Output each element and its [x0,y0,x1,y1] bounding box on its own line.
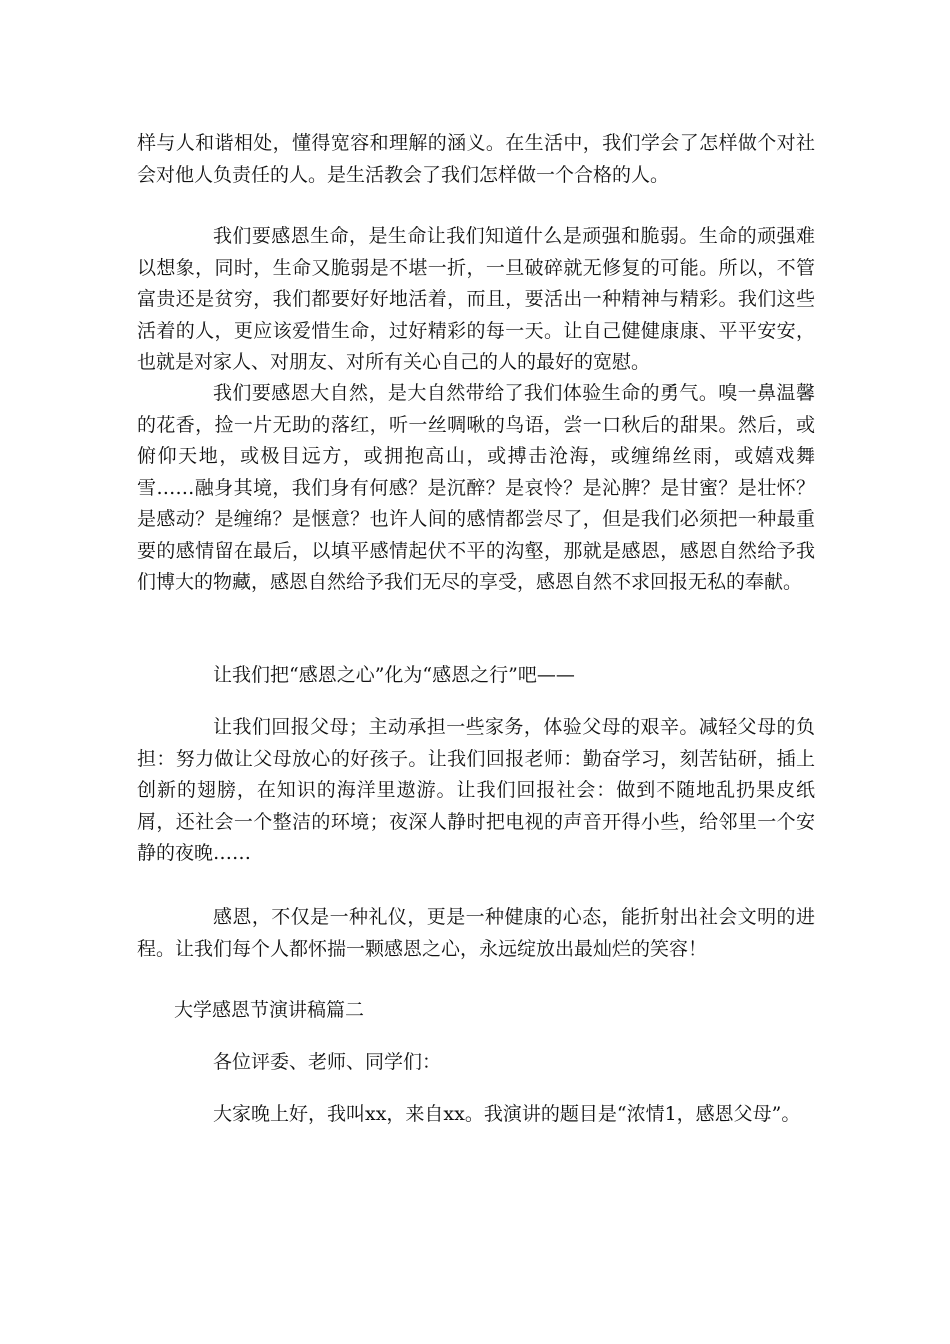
speech-opening: 大家晚上好，我叫xx，来自xx。我演讲的题目是“浓情1，感恩父母”。 [213,1103,801,1125]
paragraph-gratitude-nature: 我们要感恩大自然，是大自然带给了我们体验生命的勇气。嗅一鼻温馨的花香，捡一片无助的落红，听一丝啁啾的鸟语，尝一口秋后的甜果。然后，或俯仰天地，或极目远方，或拥抱高山，或搏击沧海，或缠绵丝雨，或嬉戏舞雪……融身其境，我们身有何感？是沉醉？是哀怜？是沁脾？是甘蜜？是壮怀？是感动？是缠绵？是惬意？也许人间的感情都尝尽了，但是我们必须把一种最重要的感情留在最后，以填平感情起伏不平的沟壑，那就是感恩，感恩自然给予我们博大的物藏，感恩自然给予我们无尽的享受，感恩自然不求回报无私的奉献。 [137,382,815,593]
paragraph-continuation: 样与人和谐相处，懂得宽容和理解的涵义。在生活中，我们学会了怎样做个对社会对他人负责任的人。是生活教会了我们怎样做一个合格的人。 [137,132,815,186]
paragraph-gratitude-life: 我们要感恩生命，是生命让我们知道什么是顽强和脆弱。生命的顽强难以想象，同时，生命又脆弱是不堪一折，一旦破碎就无修复的可能。所以，不管富贵还是贫穷，我们都要好好地活着，而且，要活出一种精神与精彩。我们这些活着的人，更应该爱惜生命，过好精彩的每一天。让自己健健康康、平平安安，也就是对家人、对朋友、对所有关心自己的人的最好的宽慰。 [137,225,815,373]
salutation: 各位评委、老师、同学们： [213,1051,442,1073]
paragraph-repay: 让我们回报父母；主动承担一些家务，体验父母的艰辛。减轻父母的负担：努力做让父母放心的好孩子。让我们回报老师：勤奋学习，刻苦钻研，插上创新的翅膀，在知识的海洋里遨游。让我们回报社会：做到不随地乱扔果皮纸屑，还社会一个整洁的环境；夜深人静时把电视的声音开得小些，给邻里一个安静的夜晚…… [137,716,815,864]
paragraph-conclusion: 感恩，不仅是一种礼仪，更是一种健康的心态，能折射出社会文明的进程。让我们每个人都怀揣一颗感恩之心，永远绽放出最灿烂的笑容！ [137,906,815,960]
paragraph-call-to-action: 让我们把“感恩之心”化为“感恩之行”吧—— [213,664,575,686]
section-title: 大学感恩节演讲稿篇二 [174,999,365,1021]
